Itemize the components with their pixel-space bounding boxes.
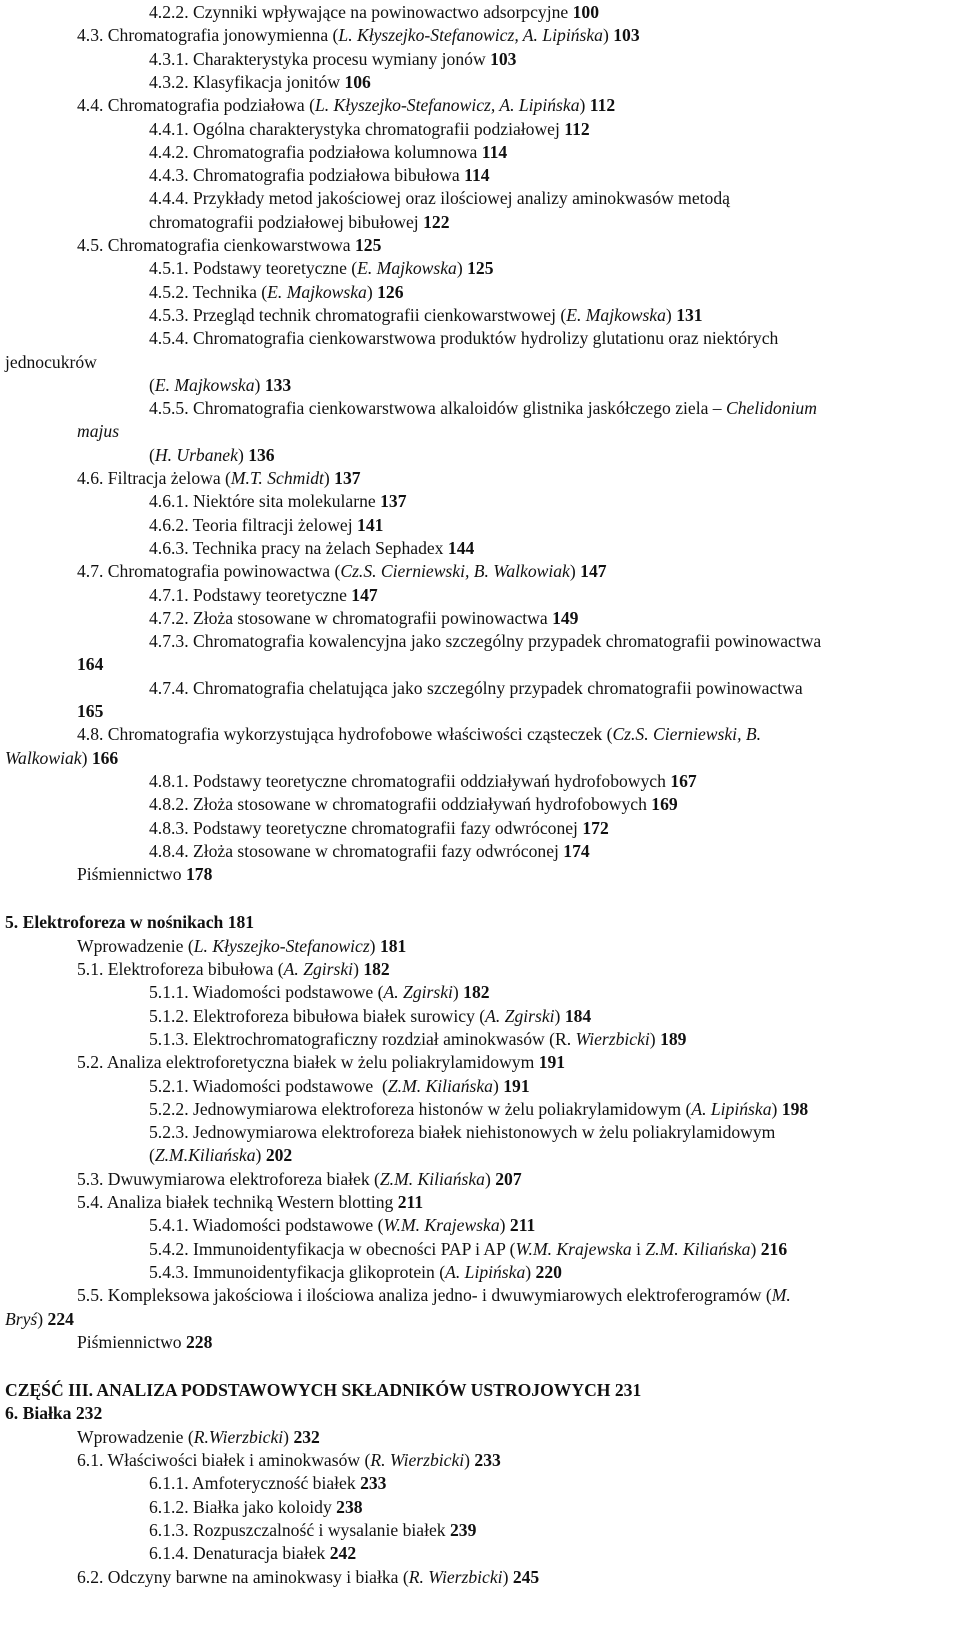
toc-text: (: [149, 1145, 155, 1166]
toc-entry: [77, 652, 960, 676]
toc-bold-text: 5. Elektroforeza w nośnikach 181: [5, 912, 255, 933]
toc-text: 4.5.4. Chromatografia cienkowarstwowa produktów hydrolizy glutationu oraz niektórych: [149, 328, 779, 349]
toc-author-text: Walkowiak: [5, 747, 82, 768]
toc-author-text: M.T. Schmidt: [230, 468, 324, 488]
toc-author-text: Wierzbicki: [575, 1028, 650, 1049]
toc-bold-text: 103: [490, 48, 517, 69]
toc-bold-text: 182: [463, 982, 490, 1003]
toc-entry: [5, 1307, 960, 1331]
toc-entry: [77, 233, 960, 257]
toc-text: ): [369, 935, 380, 956]
toc-text: ): [254, 374, 265, 395]
toc-entry: [77, 93, 960, 117]
toc-bold-text: 147: [580, 561, 607, 582]
toc-bold-text: 100: [572, 2, 599, 22]
toc-author-text: W.M. Krajewska: [515, 1238, 632, 1259]
toc-bold-text: 141: [357, 514, 384, 535]
toc-entry: [149, 1120, 960, 1144]
toc-text: ): [484, 1168, 496, 1189]
toc-entry: [149, 676, 960, 700]
toc-text: 5.4.2. Immunoidentyfikacja w obecności PAP i AP (: [149, 1238, 516, 1259]
toc-author-text: E. Majkowska: [357, 258, 457, 279]
toc-text: 5.4.1. Wiadomości podstawowe (: [149, 1215, 384, 1236]
toc-text: ): [323, 468, 335, 488]
toc-entry: [77, 699, 960, 723]
toc-text: 4.2.2. Czynniki wpływające na powinowactwo adsorpcyjne: [149, 2, 573, 22]
toc-entry: [149, 1097, 960, 1121]
toc-bold-text: 224: [47, 1308, 74, 1329]
toc-text: ): [771, 1098, 782, 1119]
toc-entry: [149, 1027, 960, 1051]
toc-bold-text: 112: [564, 118, 590, 139]
toc-bold-text: 233: [474, 1450, 501, 1470]
toc-text: 5.5. Kompleksowa jakościowa i ilościowa analiza jedno- i dwuwymiarowych elektroferogramów (: [77, 1285, 772, 1306]
toc-entry: [149, 1260, 960, 1284]
toc-entry: [5, 746, 960, 770]
toc-author-text: M.: [771, 1285, 791, 1306]
toc-text: (: [149, 444, 155, 465]
toc-text: i: [631, 1238, 646, 1259]
toc-text: 4.4.4. Przykłady metod jakościowej oraz ilościowej analizy aminokwasów metodą: [149, 188, 730, 209]
toc-bold-text: 207: [495, 1168, 522, 1189]
toc-text: 5.4.3. Immunoidentyfikacja glikoprotein (: [149, 1261, 446, 1282]
toc-author-text: Chelidonium: [726, 398, 817, 419]
toc-entry: [149, 163, 960, 187]
toc-entry: [5, 910, 960, 934]
toc-bold-text: 149: [552, 607, 579, 628]
toc-entry: [77, 934, 960, 958]
toc-entry: [77, 1330, 960, 1354]
toc-text: 4.4. Chromatografia podziałowa (: [77, 95, 315, 116]
toc-bold-text: 169: [651, 794, 678, 815]
toc-text: 6.1. Właściwości białek i aminokwasów (: [77, 1450, 371, 1470]
toc-bold-text: 232: [293, 1426, 320, 1447]
toc-bold-text: 191: [538, 1052, 566, 1073]
toc-bold-text: 147: [351, 584, 378, 605]
toc-author-text: L. Kłyszejko-Stefanowicz: [193, 935, 370, 956]
toc-text: 4.3.2. Klasyfikacja jonitów: [149, 71, 345, 92]
toc-text: 4.8. Chromatografia wykorzystująca hydrofobowe właściwości cząsteczek (: [77, 724, 613, 745]
toc-bold-text: 136: [248, 444, 275, 465]
toc-text: ): [456, 258, 468, 279]
toc-entry: [77, 722, 960, 746]
toc-entry: [149, 792, 960, 816]
toc-text: 5.4. Analiza białek techniką Western blotting: [77, 1192, 398, 1212]
toc-text: 5.2.1. Wiadomości podstawowe (: [149, 1075, 388, 1096]
toc-entry: [77, 1283, 960, 1307]
toc-bold-text: 189: [660, 1028, 687, 1049]
toc-author-text: A. Zgirski: [283, 959, 354, 979]
toc-text: 4.6.2. Teoria filtracji żelowej: [149, 514, 358, 535]
toc-text: 4.7.1. Podstawy teoretyczne: [149, 584, 352, 605]
toc-entry: [77, 1050, 960, 1074]
toc-text: ): [452, 982, 464, 1003]
toc-entry: [77, 1425, 960, 1449]
toc-bold-text: 137: [380, 491, 407, 512]
toc-text: ): [492, 1075, 504, 1096]
toc-text: 5.1.2. Elektroforeza bibułowa białek surowicy (: [149, 1005, 486, 1026]
toc-text: ): [37, 1308, 48, 1329]
toc-author-text: Z.M. Kiliańska: [379, 1168, 485, 1189]
toc-bold-text: 114: [481, 141, 508, 162]
toc-text: 5.2.3. Jednowymiarowa elektroforeza białek niehistonowych w żelu poliakrylamidowym: [149, 1122, 776, 1143]
toc-text: ): [649, 1028, 661, 1049]
toc-entry: [149, 326, 960, 350]
toc-entry: [77, 1190, 960, 1214]
toc-entry: [5, 350, 960, 374]
toc-entry: [149, 1074, 960, 1098]
toc-bold-text: 114: [464, 165, 490, 186]
toc-entry: [149, 839, 960, 863]
toc-bold-text: 198: [781, 1098, 809, 1119]
toc-text: jednocukrów: [5, 351, 97, 372]
toc-author-text: Bryś: [5, 1308, 38, 1329]
toc-bold-text: 133: [264, 374, 292, 395]
toc-text: Piśmiennictwo: [77, 1331, 186, 1352]
toc-author-text: E. Majkowska: [566, 304, 666, 325]
toc-text: 5.2.2. Jednowymiarowa elektroforeza histonów w żelu poliakrylamidowym (: [149, 1098, 692, 1119]
toc-entry: [5, 1401, 960, 1425]
toc-text: Wprowadzenie (: [77, 1426, 194, 1447]
toc-bold-text: 239: [449, 1519, 477, 1540]
toc-bold-text: 125: [355, 235, 382, 255]
toc-entry: [77, 957, 960, 981]
toc-entry: [149, 606, 960, 630]
toc-entry: [149, 1518, 960, 1542]
toc-author-text: Z.M. Kiliańska: [645, 1238, 751, 1259]
toc-text: 4.7. Chromatografia powinowactwa (: [77, 561, 341, 582]
toc-bold-text: 191: [503, 1075, 530, 1096]
toc-bold-text: 184: [564, 1005, 592, 1026]
toc-bold-text: 164: [77, 654, 104, 675]
toc-text: 4.8.3. Podstawy teoretyczne chromatografii fazy odwróconej: [149, 817, 583, 838]
toc-author-text: Z.M. Kiliańska: [387, 1075, 493, 1096]
toc-author-text: majus: [77, 421, 120, 442]
toc-bold-text: 137: [334, 468, 361, 488]
toc-author-text: L. Kłyszejko-Stefanowicz, A. Lipińska: [338, 25, 603, 46]
toc-entry: [77, 1565, 960, 1589]
toc-bold-text: 211: [397, 1192, 424, 1212]
toc-entry: [149, 47, 960, 71]
toc-text: ): [366, 281, 378, 302]
toc-bold-text: 112: [589, 95, 616, 116]
toc-bold-text: 144: [447, 537, 475, 558]
toc-text: 4.6. Filtracja żelowa (: [77, 468, 231, 488]
toc-entry: [149, 1237, 960, 1261]
toc-text: 4.6.1. Niektóre sita molekularne: [149, 491, 381, 512]
toc-bold-text: 6. Białka 232: [5, 1403, 103, 1424]
toc-entry: [149, 489, 960, 513]
toc-bold-text: 125: [467, 258, 494, 279]
toc-bold-text: 211: [509, 1215, 536, 1236]
toc-bold-text: 172: [582, 817, 609, 838]
toc-text: ): [569, 561, 581, 582]
toc-text: ): [750, 1238, 761, 1259]
toc-bold-text: 242: [329, 1543, 357, 1564]
toc-text: 5.1. Elektroforeza bibułowa (: [77, 959, 284, 979]
toc-entry: [77, 1448, 960, 1472]
toc-author-text: Z.M.Kiliańska: [154, 1145, 256, 1166]
toc-entry: [149, 513, 960, 537]
toc-bold-text: 181: [379, 935, 407, 956]
toc-author-text: Cz.S. Cierniewski, B.: [612, 724, 762, 745]
toc-entry: [77, 1167, 960, 1191]
toc-entry: [149, 1471, 960, 1495]
toc-author-text: A. Lipińska: [445, 1261, 526, 1282]
toc-bold-text: 228: [185, 1331, 213, 1352]
toc-text: 5.2. Analiza elektroforetyczna białek w żelu poliakrylamidowym: [77, 1052, 539, 1073]
toc-text: 4.4.3. Chromatografia podziałowa bibułowa: [149, 165, 465, 186]
toc-text: ): [665, 304, 677, 325]
toc-bold-text: 178: [185, 864, 213, 885]
toc-entry: [149, 210, 960, 234]
toc-entry: [77, 559, 960, 583]
toc-text: 6.1.4. Denaturacja białek: [149, 1543, 330, 1564]
toc-author-text: R.Wierzbicki: [193, 1426, 284, 1447]
toc-text: 4.7.4. Chromatografia chelatująca jako szczególny przypadek chromatografii powinowactwa: [149, 677, 803, 698]
toc-bold-text: CZĘŚĆ III. ANALIZA PODSTAWOWYCH SKŁADNIKÓW USTROJOWYCH 231: [5, 1380, 642, 1401]
toc-text: 4.7.3. Chromatografia kowalencyjna jako szczególny przypadek chromatografii powinowactwa: [149, 631, 822, 652]
toc-bold-text: 126: [377, 281, 404, 302]
toc-text: ): [353, 959, 364, 979]
toc-bold-text: 166: [91, 747, 119, 768]
toc-author-text: A. Zgirski: [485, 1005, 555, 1026]
toc-text: ): [554, 1005, 565, 1026]
toc-entry: [149, 1004, 960, 1028]
toc-entry: [77, 23, 960, 47]
toc-text: ): [499, 1215, 510, 1236]
toc-entry: [149, 629, 960, 653]
toc-text: 4.3. Chromatografia jonowymienna (: [77, 25, 339, 46]
toc-entry: [77, 466, 960, 490]
toc-text: 4.6.3. Technika pracy na żelach Sephadex: [149, 537, 448, 558]
toc-entry: [149, 536, 960, 560]
toc-author-text: A. Zgirski: [383, 982, 453, 1003]
toc-text: 4.5.2. Technika (: [149, 281, 268, 302]
toc-entry: [149, 583, 960, 607]
toc-bold-text: 182: [363, 959, 390, 979]
toc-bold-text: 106: [344, 71, 371, 92]
toc-text: Piśmiennictwo: [77, 864, 186, 885]
toc-entry: [149, 303, 960, 327]
toc-text: ): [602, 25, 614, 46]
toc-bold-text: 216: [760, 1238, 788, 1259]
toc-author-text: W.M. Krajewska: [383, 1215, 500, 1236]
toc-text: Wprowadzenie (: [77, 935, 194, 956]
toc-entry: [149, 980, 960, 1004]
toc-author-text: E. Majkowska: [154, 374, 255, 395]
toc-text: 5.3. Dwuwymiarowa elektroforeza białek (: [77, 1168, 380, 1189]
toc-entry: [149, 396, 960, 420]
toc-entry: [149, 1495, 960, 1519]
toc-bold-text: 220: [535, 1261, 562, 1282]
toc-bold-text: 245: [512, 1566, 540, 1587]
toc-author-text: R. Wierzbicki: [370, 1450, 465, 1470]
toc-text: ): [255, 1145, 266, 1166]
toc-entry: [149, 1143, 960, 1167]
toc-text: 6.1.2. Białka jako koloidy: [149, 1496, 337, 1517]
toc-text: 4.8.1. Podstawy teoretyczne chromatografii oddziaływań hydrofobowych: [149, 770, 671, 791]
toc-entry: [149, 443, 960, 467]
toc-text: 4.4.2. Chromatografia podziałowa kolumnowa: [149, 141, 482, 162]
toc-text: 4.5.1. Podstawy teoretyczne (: [149, 258, 358, 279]
toc-bold-text: 202: [265, 1145, 293, 1166]
toc-author-text: E. Majkowska: [267, 281, 367, 302]
toc-text: ): [464, 1450, 475, 1470]
toc-text: 4.8.2. Złoża stosowane w chromatografii oddziaływań hydrofobowych: [149, 794, 652, 815]
toc-text: 4.5.3. Przegląd technik chromatografii cienkowarstwowej (: [149, 304, 567, 325]
toc-text: 4.4.1. Ogólna charakterystyka chromatografii podziałowej: [149, 118, 565, 139]
toc-entry: [149, 280, 960, 304]
toc-entry: [149, 1541, 960, 1565]
toc-text: (: [149, 374, 155, 395]
toc-entry: [5, 1378, 960, 1402]
toc-text: ): [237, 444, 249, 465]
toc-text: 4.8.4. Złoża stosowane w chromatografii fazy odwróconej: [149, 840, 564, 861]
toc-text: 4.5. Chromatografia cienkowarstwowa: [77, 235, 355, 255]
toc-entry: [77, 419, 960, 443]
toc-text: ): [283, 1426, 294, 1447]
toc-author-text: R. Wierzbicki: [408, 1566, 503, 1587]
toc-entry: [149, 769, 960, 793]
toc-text: 6.1.1. Amfoteryczność białek: [149, 1473, 361, 1494]
toc-bold-text: 131: [676, 304, 703, 325]
toc-text: 5.1.1. Wiadomości podstawowe (: [149, 982, 384, 1003]
toc-text: ): [579, 95, 590, 116]
toc-bold-text: 174: [563, 840, 590, 861]
toc-bold-text: 233: [360, 1473, 387, 1494]
toc-text: 4.3.1. Charakterystyka procesu wymiany jonów: [149, 48, 491, 69]
toc-bold-text: 165: [77, 701, 104, 721]
toc-entry: [149, 816, 960, 840]
toc-text: ): [502, 1566, 513, 1587]
toc-entry: [149, 373, 960, 397]
toc-author-text: L. Kłyszejko-Stefanowicz, A. Lipińska: [314, 95, 580, 116]
toc-entry: [149, 117, 960, 141]
toc-entry: [149, 256, 960, 280]
toc-entry: [149, 186, 960, 210]
toc-text: 6.1.3. Rozpuszczalność i wysalanie białek: [149, 1519, 450, 1540]
toc-entry: [149, 1213, 960, 1237]
toc-entry: [149, 70, 960, 94]
toc-author-text: H. Urbanek: [154, 444, 238, 465]
toc-bold-text: 238: [336, 1496, 363, 1517]
toc-text: 5.1.3. Elektrochromatograficzny rozdział aminokwasów (R.: [149, 1028, 576, 1049]
toc-bold-text: 122: [423, 211, 450, 232]
toc-text: chromatografii podziałowej bibułowej: [149, 211, 424, 232]
toc-text: 6.2. Odczyny barwne na aminokwasy i białka (: [77, 1566, 409, 1587]
toc-bold-text: 103: [613, 25, 640, 46]
toc-text: ): [81, 747, 92, 768]
toc-author-text: Cz.S. Cierniewski, B. Walkowiak: [340, 561, 570, 582]
toc-bold-text: 167: [670, 770, 697, 791]
toc-entry: [77, 862, 960, 886]
toc-entry: [149, 0, 960, 24]
toc-text: 4.5.5. Chromatografia cienkowarstwowa alkaloidów glistnika jaskółczego ziela –: [149, 398, 727, 419]
toc-text: ): [525, 1261, 536, 1282]
toc-text: 4.7.2. Złoża stosowane w chromatografii powinowactwa: [149, 607, 553, 628]
toc-entry: [149, 140, 960, 164]
toc-author-text: A. Lipińska: [691, 1098, 772, 1119]
